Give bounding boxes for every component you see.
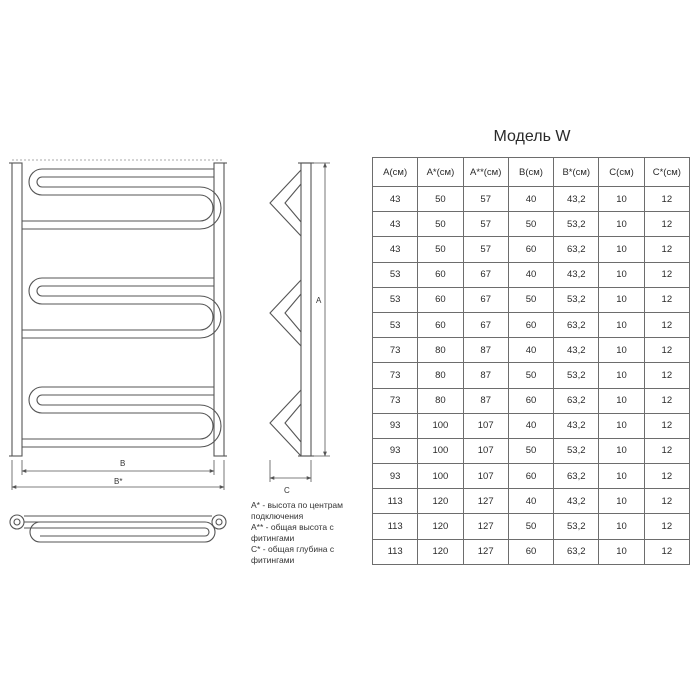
table-row	[373, 187, 690, 212]
table-cell: 87	[463, 363, 508, 388]
table-cell: 73	[373, 363, 418, 388]
table-cell: 10	[599, 464, 644, 489]
note-c-star: C* - общая глубина с фитингами	[251, 544, 335, 565]
table-cell: 63,2	[554, 388, 599, 413]
table-cell: 12	[644, 262, 689, 287]
table-cell: 12	[644, 464, 689, 489]
dimension-label-b: B	[120, 459, 126, 468]
column-header: A(см)	[373, 158, 418, 187]
dimensions-table	[372, 157, 690, 565]
table-cell: 40	[508, 413, 553, 438]
table-cell: 80	[418, 338, 463, 363]
table-cell: 113	[373, 514, 418, 539]
table-cell: 10	[599, 363, 644, 388]
table-cell: 50	[418, 187, 463, 212]
column-header: A*(см)	[418, 158, 463, 187]
legend-notes	[251, 500, 371, 566]
table-cell: 43,2	[554, 338, 599, 363]
table-cell: 43,2	[554, 262, 599, 287]
front-view	[9, 160, 227, 456]
table-cell: 57	[463, 187, 508, 212]
column-header: C*(см)	[644, 158, 689, 187]
table-cell: 10	[599, 237, 644, 262]
table-cell: 120	[418, 539, 463, 564]
table-cell: 120	[418, 514, 463, 539]
table-row	[373, 388, 690, 413]
table-cell: 100	[418, 464, 463, 489]
model-title: Модель W	[493, 128, 571, 145]
table-cell: 50	[508, 287, 553, 312]
table-cell: 73	[373, 388, 418, 413]
table-cell: 50	[508, 438, 553, 463]
table-cell: 50	[508, 514, 553, 539]
dimension-label-c: C	[284, 486, 290, 495]
table-cell: 53,2	[554, 363, 599, 388]
table-cell: 43	[373, 187, 418, 212]
table-cell: 43	[373, 237, 418, 262]
table-cell: 43	[373, 212, 418, 237]
left-post	[12, 163, 22, 456]
table-row	[373, 287, 690, 312]
table-cell: 127	[463, 514, 508, 539]
table-cell: 12	[644, 212, 689, 237]
table-cell: 50	[508, 363, 553, 388]
table-cell: 40	[508, 187, 553, 212]
height-dimension	[311, 163, 330, 456]
table-cell: 100	[418, 413, 463, 438]
dimension-label-a: A	[316, 296, 322, 305]
table-cell: 53,2	[554, 287, 599, 312]
table-cell: 73	[373, 338, 418, 363]
table-cell: 60	[418, 312, 463, 337]
table-cell: 93	[373, 464, 418, 489]
table-cell: 127	[463, 489, 508, 514]
table-cell: 10	[599, 438, 644, 463]
table-cell: 10	[599, 489, 644, 514]
table-cell: 50	[418, 212, 463, 237]
table-cell: 10	[599, 187, 644, 212]
table-cell: 100	[418, 438, 463, 463]
column-header: A**(см)	[463, 158, 508, 187]
table-cell: 60	[418, 287, 463, 312]
table-cell: 113	[373, 539, 418, 564]
table-cell: 10	[599, 413, 644, 438]
table-cell: 12	[644, 237, 689, 262]
table-cell: 87	[463, 338, 508, 363]
table-cell: 50	[508, 212, 553, 237]
table-cell: 60	[508, 237, 553, 262]
table-cell: 43,2	[554, 489, 599, 514]
table-header-row	[373, 158, 690, 187]
table-cell: 12	[644, 287, 689, 312]
table-cell: 53,2	[554, 514, 599, 539]
table-cell: 53,2	[554, 212, 599, 237]
table-row	[373, 312, 690, 337]
table-cell: 40	[508, 262, 553, 287]
table-row	[373, 338, 690, 363]
table-cell: 63,2	[554, 312, 599, 337]
table-cell: 12	[644, 514, 689, 539]
table-cell: 10	[599, 338, 644, 363]
table-row	[373, 539, 690, 564]
table-cell: 10	[599, 262, 644, 287]
table-row	[373, 438, 690, 463]
table-cell: 12	[644, 539, 689, 564]
table-cell: 12	[644, 312, 689, 337]
table-cell: 12	[644, 489, 689, 514]
table-cell: 120	[418, 489, 463, 514]
table-row	[373, 363, 690, 388]
table-cell: 63,2	[554, 539, 599, 564]
table-cell: 10	[599, 539, 644, 564]
note-a-star: A* - высота по центрам подключения	[251, 500, 344, 521]
table-cell: 60	[418, 262, 463, 287]
table-cell: 93	[373, 438, 418, 463]
depth-dimension	[270, 460, 311, 482]
table-row	[373, 212, 690, 237]
side-view	[270, 163, 314, 456]
table-cell: 53,2	[554, 438, 599, 463]
table-row	[373, 262, 690, 287]
table-cell: 60	[508, 388, 553, 413]
table-cell: 60	[508, 539, 553, 564]
table-row	[373, 413, 690, 438]
table-cell: 127	[463, 539, 508, 564]
table-cell: 53	[373, 287, 418, 312]
table-cell: 12	[644, 388, 689, 413]
table-cell: 107	[463, 413, 508, 438]
table-cell: 60	[508, 312, 553, 337]
table-row	[373, 237, 690, 262]
table-cell: 12	[644, 338, 689, 363]
table-cell: 80	[418, 388, 463, 413]
table-cell: 63,2	[554, 237, 599, 262]
table-cell: 43,2	[554, 187, 599, 212]
note-a-double-star: A** - общая высота с фитингами	[251, 522, 334, 543]
column-header: C(см)	[599, 158, 644, 187]
serpentine-section-3	[22, 387, 221, 447]
table-cell: 57	[463, 237, 508, 262]
table-cell: 10	[599, 287, 644, 312]
table-cell: 50	[418, 237, 463, 262]
top-view	[10, 515, 226, 542]
side-post	[301, 163, 311, 456]
serpentine-section-2	[22, 278, 221, 338]
table-cell: 40	[508, 338, 553, 363]
table-cell: 12	[644, 363, 689, 388]
table-cell: 67	[463, 312, 508, 337]
table-cell: 63,2	[554, 464, 599, 489]
table-cell: 43,2	[554, 413, 599, 438]
table-row	[373, 514, 690, 539]
table-cell: 10	[599, 514, 644, 539]
table-cell: 57	[463, 212, 508, 237]
table-cell: 107	[463, 464, 508, 489]
table-cell: 67	[463, 262, 508, 287]
table-cell: 10	[599, 312, 644, 337]
table-cell: 107	[463, 438, 508, 463]
table-row	[373, 489, 690, 514]
table-cell: 113	[373, 489, 418, 514]
table-cell: 40	[508, 489, 553, 514]
column-header: B*(см)	[554, 158, 599, 187]
table-cell: 53	[373, 312, 418, 337]
table-cell: 12	[644, 413, 689, 438]
table-cell: 53	[373, 262, 418, 287]
table-cell: 10	[599, 212, 644, 237]
table-cell: 80	[418, 363, 463, 388]
table-cell: 60	[508, 464, 553, 489]
table-cell: 87	[463, 388, 508, 413]
table-row	[373, 464, 690, 489]
table-cell: 12	[644, 438, 689, 463]
dimension-label-b-star: B*	[114, 477, 123, 486]
table-cell: 10	[599, 388, 644, 413]
table-cell: 67	[463, 287, 508, 312]
table-cell: 12	[644, 187, 689, 212]
serpentine-section-1	[22, 169, 221, 229]
column-header: B(см)	[508, 158, 553, 187]
table-cell: 93	[373, 413, 418, 438]
